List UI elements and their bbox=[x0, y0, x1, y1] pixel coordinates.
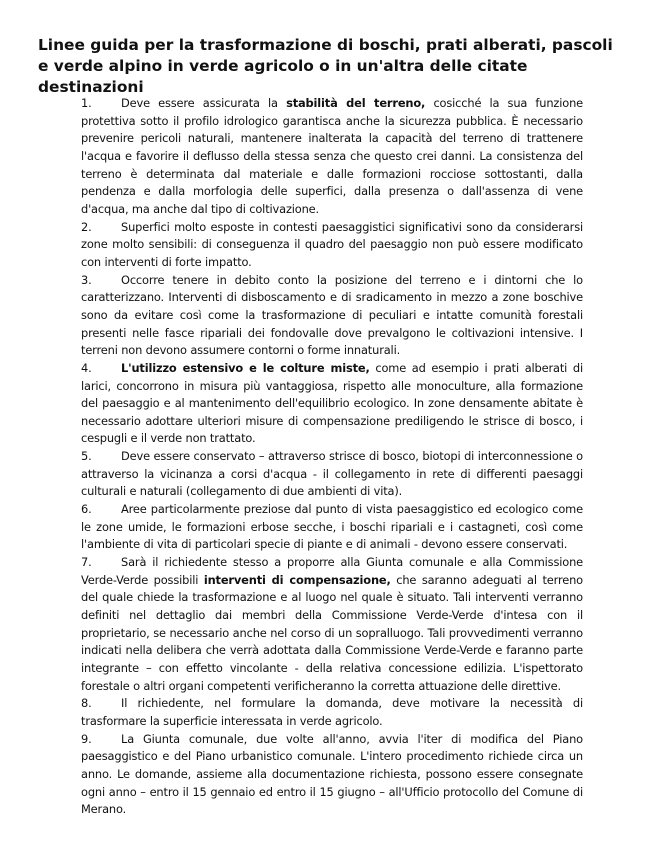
item-number: 3. bbox=[81, 272, 92, 287]
guideline-item-5 bbox=[81, 448, 583, 501]
guideline-item-3 bbox=[81, 272, 583, 360]
item-number: 5. bbox=[81, 449, 92, 464]
item-number: 8. bbox=[81, 696, 92, 711]
item-text: Deve essere assicurata la bbox=[121, 96, 287, 110]
item-text: Deve essere conservato – attraverso strisce di bosco, biotopi di interconnessione o attraverso la vicinanza a corsi d'acqua - il collegamento in rete di differenti paesaggi culturali e naturali (collegamento di due ambienti di vita). bbox=[81, 449, 583, 499]
guidelines-list bbox=[81, 95, 583, 819]
guideline-item-2 bbox=[81, 219, 583, 272]
item-text: cosicché la sua funzione protettiva sotto il profilo idrologico garantisca anche la sicurezza pubblica. È necessario prevenire pericoli naturali, mantenere inalterata la capacità del terreno di trattenere l'acqua e favorire il deflusso della stessa senza che questo crei danni. La consistenza del terreno è determinata dal materiale e dalle formazioni rocciose sottostanti, dalla pendenza e dalla morfologia delle superfici, dalla presenza o dall'assenza di vene d'acqua, ma anche dal tipo di coltivazione. bbox=[81, 96, 584, 216]
guideline-item-8 bbox=[81, 695, 583, 730]
guideline-item-7 bbox=[81, 554, 583, 695]
item-text: che saranno adeguati al terreno del quale chiede la trasformazione e al luogo nel quale è situato. Tali interventi verranno definiti nel dettaglio dai membri della Commissione Verde-Verde d'intesa con il proprietario, se necessario anche nel corso di un sopralluogo. Tali provvedimenti verranno indicati nella delibera che verrà adottata dalla Commissione Verde-Verde e faranno parte integrante – con effetto vincolante - della relativa concessione edilizia. L'ispettorato forestale o altri organi competenti verificheranno la corretta attuazione delle direttive. bbox=[81, 572, 583, 693]
guideline-item-4 bbox=[81, 360, 583, 448]
item-text: La Giunta comunale, due volte all'anno, avvia l'iter di modifica del Piano paesaggistico e del Piano urbanistico comunale. L'intero procedimento richiede circa un anno. Le domande, assieme alla documentazione richiesta, possono essere consegnate ogni anno – entro il 15 gennaio ed entro il 15 giugno – all'Ufficio protocollo del Comune di Merano. bbox=[81, 731, 583, 817]
item-number: 6. bbox=[81, 502, 92, 517]
item-text: Superfici molto esposte in contesti paesaggistici significativi sono da considerarsi zone molto sensibili: di conseguenza il quadro del paesaggio non può essere modificato con interventi di forte impatto. bbox=[81, 219, 583, 269]
guideline-item-6 bbox=[81, 501, 583, 554]
item-emphasis: stabilità del terreno, bbox=[286, 96, 426, 110]
guideline-item-9 bbox=[81, 731, 583, 819]
item-number: 9. bbox=[81, 731, 92, 746]
item-emphasis: interventi di compensazione, bbox=[203, 572, 391, 587]
item-text: Aree particolarmente preziose dal punto di vista paesaggistico ed ecologico come le zone umide, le formazioni erbose secche, i boschi ripariali e i castagneti, così come l'ambiente di vita di particolari specie di piante e di animali - devono essere conservati. bbox=[81, 502, 583, 552]
guideline-item-1 bbox=[81, 95, 583, 219]
item-number: 4. bbox=[81, 360, 92, 375]
item-number: 1. bbox=[81, 96, 92, 110]
document-title: Linee guida per la trasformazione di boschi, prati alberati, pascoli e verde alpino in verde agricolo o in un'altra delle citate destinazioni bbox=[38, 36, 613, 96]
item-number: 7. bbox=[81, 555, 92, 570]
item-text: Sarà il richiedente stesso a proporre alla Giunta comunale e alla Commissione Verde-Verde possibili bbox=[81, 555, 583, 587]
item-text: Occorre tenere in debito conto la posizione del terreno e i dintorni che lo caratterizzano. Interventi di disboscamento e di sradicamento in mezzo a zone boschive sono da evitare così come la trasformazione di peculiari e intatte comunità forestali presenti nelle fasce ripariali dei fondovalle dove prevalgono le coltivazioni intensive. I terreni non devono assumere contorni o forme innaturali. bbox=[81, 272, 583, 358]
item-number: 2. bbox=[81, 219, 92, 234]
item-text: Il richiedente, nel formulare la domanda, deve motivare la necessità di trasformare la superficie interessata in verde agricolo. bbox=[81, 696, 583, 728]
item-emphasis: L'utilizzo estensivo e le colture miste, bbox=[121, 360, 370, 375]
item-text: come ad esempio i prati alberati di larici, concorrono in misura più vantaggiosa, rispetto alle monoculture, alla formazione del paesaggio e al mantenimento dell'equilibrio ecologico. In zone densamente abitate è necessario adottare ulteriori misure di compensazione prediligendo le strisce di bosco, i cespugli e il verde non trattato. bbox=[81, 360, 583, 446]
